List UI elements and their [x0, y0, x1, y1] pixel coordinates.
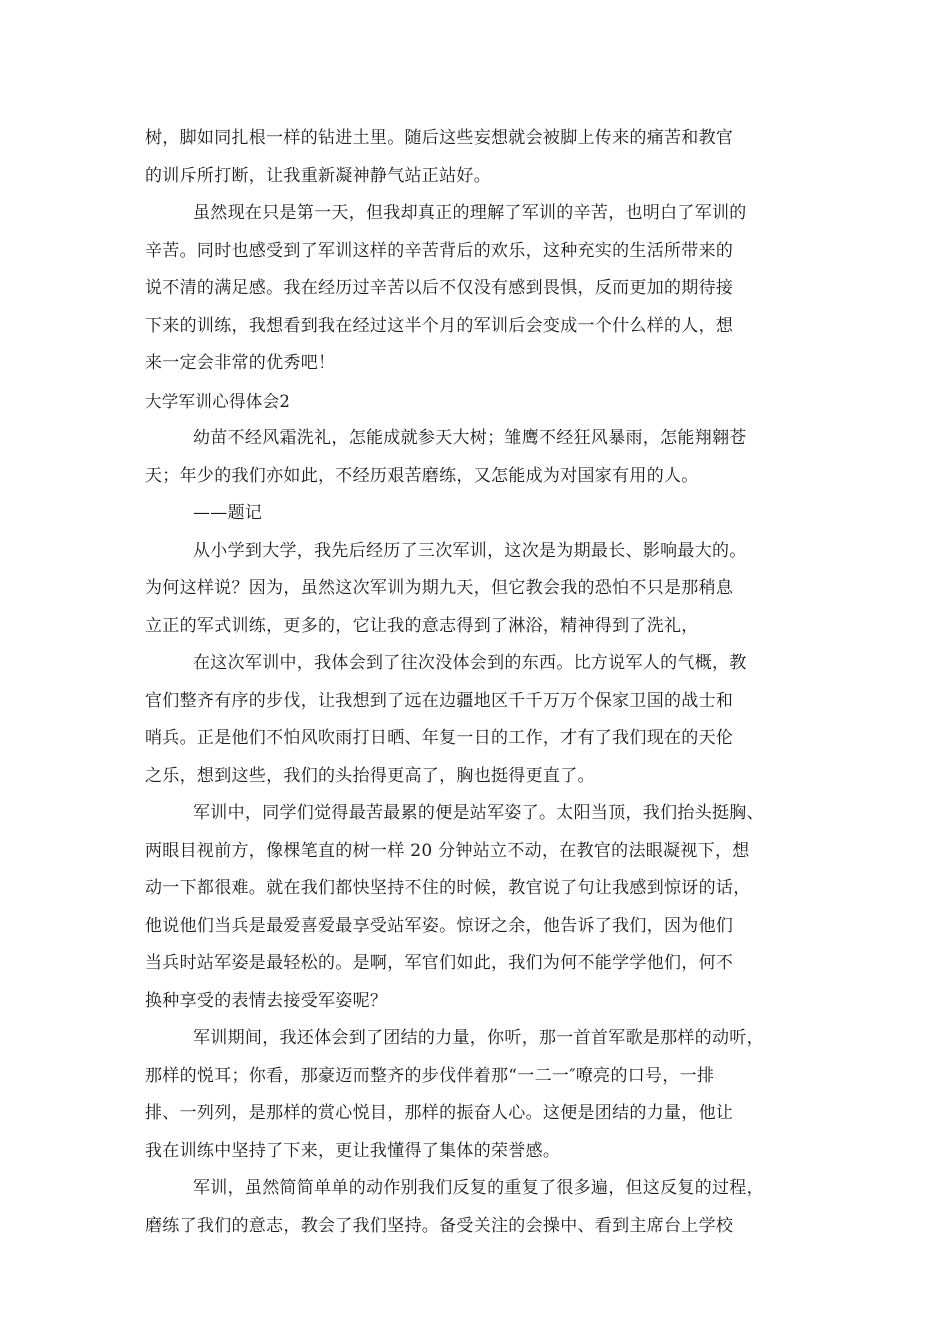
document-body: [145, 120, 805, 1245]
text-line: 从小学到大学，我先后经历了三次军训，这次是为期最长、影响最大的。: [193, 540, 747, 561]
text-line: 在这次军训中，我体会到了往次没体会到的东西。比方说军人的气概，教: [193, 653, 747, 673]
text-line: 磨练了我们的意志，教会了我们坚持。备受关注的会操中、看到主席台上学校: [145, 1215, 734, 1236]
section-heading: 大学军训心得体会2: [145, 391, 291, 411]
text-line: 立正的军式训练，更多的，它让我的意志得到了淋浴，精神得到了洗礼，: [145, 615, 699, 636]
text-line: 排、一列列，是那样的赏心悦目，那样的振奋人心。这便是团结的力量，他让: [145, 1103, 734, 1123]
text-line: 军训中，同学们觉得最苦最累的便是站军姿了。太阳当顶，我们抬头挺胸、: [193, 803, 764, 823]
text-line: 树，脚如同扎根一样的钻进土里。随后这些妄想就会被脚上传来的痛苦和教官: [145, 128, 734, 148]
text-line: 军训，虽然简简单单的动作别我们反复的重复了很多遍，但这反复的过程，: [193, 1178, 764, 1198]
text-line: 军训期间，我还体会到了团结的力量，你听，那一首首军歌是那样的动听，: [193, 1028, 764, 1048]
text-line: 我在训练中坚持了下来，更让我懂得了集体的荣誉感。: [145, 1140, 561, 1161]
text-line: 下来的训练，我想看到我在经过这半个月的军训后会变成一个什么样的人，想: [145, 315, 734, 336]
text-line: 哨兵。正是他们不怕风吹雨打日晒、年复一日的工作，才有了我们现在的天伦: [145, 728, 734, 748]
text-line: 那样的悦耳；你看，那豪迈而整齐的步伐伴着那“一二一″嘹亮的口号，一排: [145, 1065, 715, 1086]
text-line: 来一定会非常的优秀吧！: [145, 353, 336, 373]
text-line: 动一下都很难。就在我们都快坚持不住的时候，教官说了句让我感到惊讶的话，: [145, 878, 751, 898]
text-line: 说不清的满足感。我在经历过辛苦以后不仅没有感到畏惧，反而更加的期待接: [145, 278, 734, 298]
text-line: ——题记: [193, 503, 263, 523]
text-line: 当兵时站军姿是最轻松的。是啊，军官们如此，我们为何不能学学他们，何不: [145, 953, 734, 973]
text-line: 官们整齐有序的步伐，让我想到了远在边疆地区千千万万个保家卫国的战士和: [145, 690, 734, 711]
text-line: 他说他们当兵是最爱喜爱最享受站军姿。惊讶之余，他告诉了我们，因为他们: [145, 915, 734, 936]
text-line: 两眼目视前方，像棵笔直的树一样 20 分钟站立不动，在教官的法眼凝视下，想: [145, 840, 750, 861]
text-line: 虽然现在只是第一天，但我却真正的理解了军训的辛苦，也明白了军训的: [193, 203, 747, 223]
text-line: 辛苦。同时也感受到了军训这样的辛苦背后的欢乐，这种充实的生活所带来的: [145, 240, 734, 261]
text-line: 的训斥所打断，让我重新凝神静气站正站好。: [145, 165, 491, 186]
text-line: 换种享受的表情去接受军姿呢？: [145, 990, 388, 1011]
text-line: 天；年少的我们亦如此，不经历艰苦磨练，又怎能成为对国家有用的人。: [145, 465, 699, 486]
text-line: 为何这样说？因为，虽然这次军训为期九天，但它教会我的恐怕不只是那稍息: [145, 578, 734, 598]
text-line: 幼苗不经风霜洗礼，怎能成就参天大树；雏鹰不经狂风暴雨，怎能翔翱苍: [193, 428, 747, 448]
text-line: 之乐，想到这些，我们的头抬得更高了，胸也挺得更直了。: [145, 765, 595, 786]
